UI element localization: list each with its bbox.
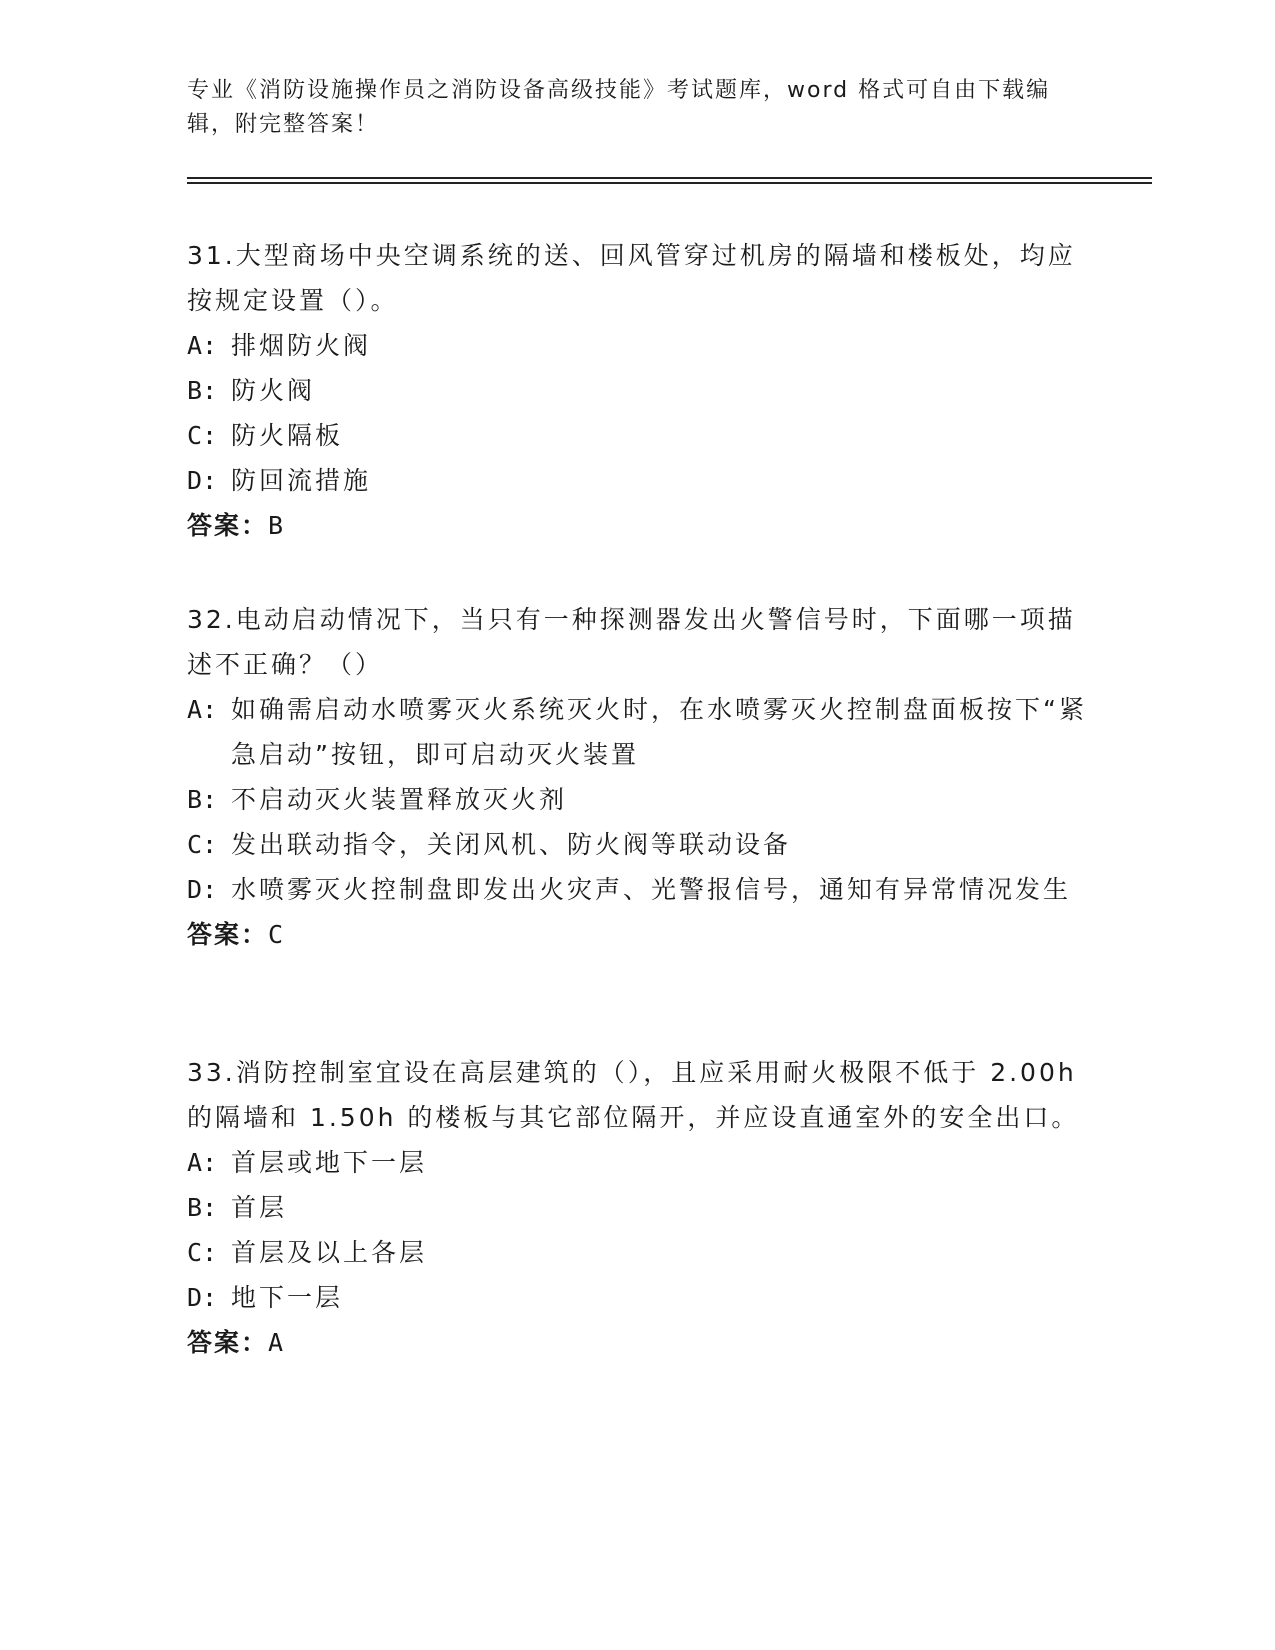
option-text: 地下一层 — [231, 1283, 344, 1312]
option-text: 排烟防火阀 — [231, 331, 372, 360]
answer-value: A — [268, 1328, 286, 1357]
question-stem: 31.大型商场中央空调系统的送、回风管穿过机房的隔墙和楼板处，均应按规定设置（）。 — [187, 241, 1076, 315]
question-stem: 33.消防控制室宜设在高层建筑的（），且应采用耐火极限不低于 2.00h 的隔墙和 1.50h 的楼板与其它部位隔开，并应设直通室外的安全出口。 — [187, 1058, 1080, 1132]
option-d — [187, 1275, 1087, 1320]
answer-label: 答案： — [187, 920, 269, 949]
header-divider-bottom — [187, 182, 1152, 184]
header-divider-top — [187, 177, 1152, 179]
option-d — [187, 867, 1087, 912]
option-text: 水喷雾灭火控制盘即发出火灾声、光警报信号，通知有异常情况发生 — [231, 875, 1072, 904]
option-b — [187, 1185, 1087, 1230]
option-text: 如确需启动水喷雾灭火系统灭火时，在水喷雾灭火控制盘面板按下“紧急启动”按钮，即可启动灭火装置 — [231, 695, 1087, 769]
answer-label: 答案： — [187, 511, 269, 540]
option-text: 防回流措施 — [231, 466, 372, 495]
option-label: D: — [187, 466, 218, 495]
option-label: B: — [187, 785, 218, 814]
question-31 — [187, 233, 1087, 548]
option-label: A: — [187, 331, 218, 360]
option-c — [187, 413, 1087, 458]
option-label: C: — [187, 1238, 218, 1267]
option-text: 首层或地下一层 — [231, 1148, 428, 1177]
question-32 — [187, 597, 1087, 957]
option-text: 首层 — [231, 1193, 288, 1222]
answer-value: B — [268, 511, 286, 540]
option-b — [187, 368, 1087, 413]
option-text: 防火阀 — [231, 376, 316, 405]
option-a — [187, 323, 1087, 368]
option-a — [187, 687, 1087, 777]
option-b — [187, 777, 1087, 822]
option-text: 不启动灭火装置释放灭火剂 — [231, 785, 568, 814]
option-c — [187, 1230, 1087, 1275]
option-text: 防火隔板 — [231, 421, 344, 450]
answer-value: C — [268, 920, 286, 949]
option-label: A: — [187, 695, 218, 724]
option-label: B: — [187, 376, 218, 405]
option-a — [187, 1140, 1087, 1185]
option-c — [187, 822, 1087, 867]
document-header: 专业《消防设施操作员之消防设备高级技能》考试题库，word 格式可自由下载编辑，附完整答案！ — [187, 78, 1051, 137]
option-d — [187, 458, 1087, 503]
option-text: 首层及以上各层 — [231, 1238, 428, 1267]
option-label: C: — [187, 421, 218, 450]
answer-label: 答案： — [187, 1328, 269, 1357]
option-label: D: — [187, 875, 218, 904]
answer-line — [187, 1320, 1087, 1365]
option-label: A: — [187, 1148, 218, 1177]
option-label: C: — [187, 830, 218, 859]
answer-line — [187, 912, 1087, 957]
option-label: B: — [187, 1193, 218, 1222]
question-33 — [187, 1050, 1087, 1365]
question-stem: 32.电动启动情况下，当只有一种探测器发出火警信号时，下面哪一项描述不正确？（） — [187, 605, 1076, 679]
option-text: 发出联动指令，关闭风机、防火阀等联动设备 — [231, 830, 792, 859]
option-label: D: — [187, 1283, 218, 1312]
answer-line — [187, 503, 1087, 548]
